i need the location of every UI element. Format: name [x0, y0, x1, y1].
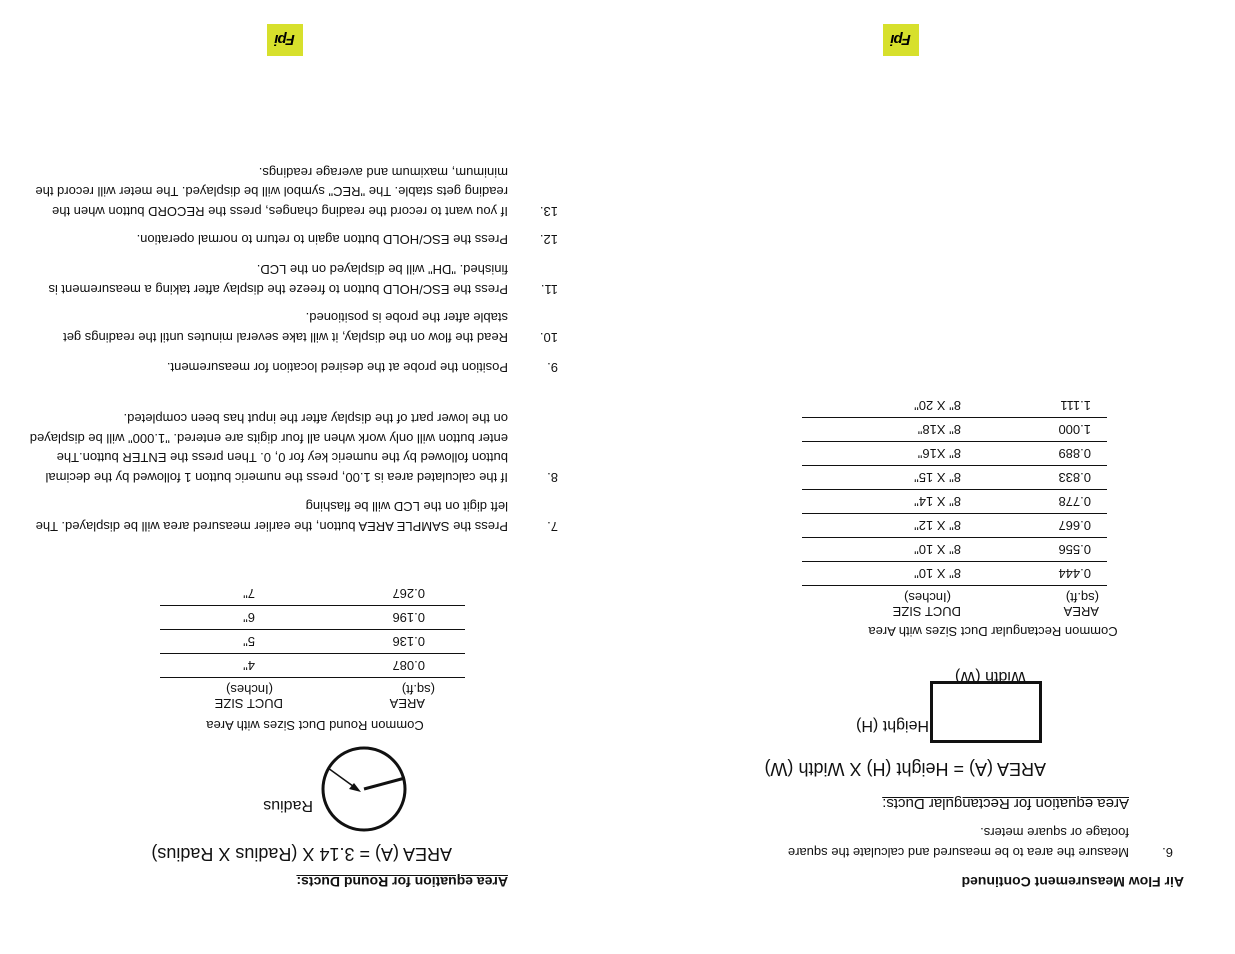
rect-col-area-header: AREA (sq.ft): [971, 586, 1107, 619]
round-col-size-header: DUCT SIZE (Inches): [160, 678, 295, 711]
step-13: [28, 163, 558, 222]
fpi-logo: Fpi: [267, 24, 303, 56]
round-col-area-header: AREA (sq.ft): [295, 678, 465, 711]
width-label: Width (W): [954, 668, 1026, 685]
step-13-number: 13.: [539, 204, 558, 219]
step-9: [28, 358, 558, 378]
step-9-text: Position the probe at the desired location for measurement.: [166, 360, 508, 375]
table-row: 0.444 8" X 10": [802, 562, 1107, 586]
step-12: [28, 230, 558, 250]
round-duct-diagram: [303, 736, 423, 836]
table-row: 0.778 8" X 14": [802, 490, 1107, 514]
rect-col-size-header: DUCT SIZE (Inches): [802, 586, 971, 619]
table-row: 0.087 4": [160, 654, 465, 678]
table-row: 0.267 7": [243, 586, 425, 601]
table-row: 1.000 8" X18": [802, 418, 1107, 442]
round-heading: Area equation for Round Ducts:: [296, 874, 508, 890]
round-equation: AREA (A) = 3.14 X (Radius X Radius): [151, 844, 452, 864]
step-10: [28, 308, 558, 347]
rect-table-caption: Common Rectangular Duct Sizes with Area: [868, 624, 1118, 639]
step-13-text: If you want to record the reading changes, press the RECORD button when the reading gets stable. The "REC" symbol will be displayed. The meter will record the minimum, maximum and average readings.: [35, 165, 508, 219]
step-7-number: 7.: [547, 519, 558, 534]
step-6: [759, 823, 1173, 862]
radius-line: [364, 778, 405, 789]
fpi-logo: Fpi: [883, 24, 919, 56]
step-10-number: 10.: [539, 330, 558, 345]
step-11: [28, 260, 558, 299]
step-8: [28, 409, 558, 487]
rect-heading: Area equation for Rectangular Ducts:: [882, 795, 1129, 812]
step-10-text: Read the flow on the display, it will take several minutes until the readings get stable after the probe is positioned.: [63, 310, 508, 345]
table-row: 0.556 8" X 10": [802, 538, 1107, 562]
step-7: [28, 497, 558, 536]
round-table-caption: Common Round Duct Sizes with Area: [206, 718, 424, 733]
step-11-text: Press the ESC/HOLD button to freeze the display after taking a measurement is finished. "DH" will be displayed on the LCD.: [48, 262, 508, 297]
rectangle-duct-diagram: [930, 681, 1042, 743]
radius-label: Radius: [263, 797, 313, 814]
step-8-text: If the calculated area is 1.00, press the numeric button 1 followed by the decimal button followed by the numeric key for 0, 0. Then press the ENTER button.The enter button will only work when all four digits are entered. "1.000" will be displayed on the lower part of the display after the input has been completed.: [29, 411, 508, 485]
step-9-number: 9.: [547, 360, 558, 375]
table-row: 1.111 8" X 20": [914, 398, 1091, 413]
round-duct-table: [160, 582, 465, 710]
table-row: 0.889 8" X16": [802, 442, 1107, 466]
table-row: 0.136 5": [160, 630, 465, 654]
height-label: Height (H): [856, 717, 929, 734]
table-row: 0.667 8" X 12": [802, 514, 1107, 538]
page-heading-air-flow: Air Flow Measurement Continued: [961, 874, 1184, 890]
step-8-number: 8.: [547, 470, 558, 485]
step-7-text: Press the SAMPLE AREA button, the earlier measured area will be displayed. The left digit on the LCD will be flashing: [35, 499, 508, 534]
step-12-number: 12.: [539, 232, 558, 247]
rect-duct-table: [802, 394, 1107, 618]
step-6-text: Measure the area to be measured and calculate the square footage or square meters.: [787, 825, 1129, 860]
table-row: 0.833 8" X 15": [802, 466, 1107, 490]
rect-equation: AREA (A) = Height (H) X Width (W): [764, 759, 1046, 779]
table-row: 0.196 6": [160, 606, 465, 630]
step-12-text: Press the ESC/HOLD button again to return to normal operation.: [136, 232, 508, 247]
step-6-number: 6.: [1162, 845, 1173, 860]
step-11-number: 11.: [540, 282, 558, 297]
